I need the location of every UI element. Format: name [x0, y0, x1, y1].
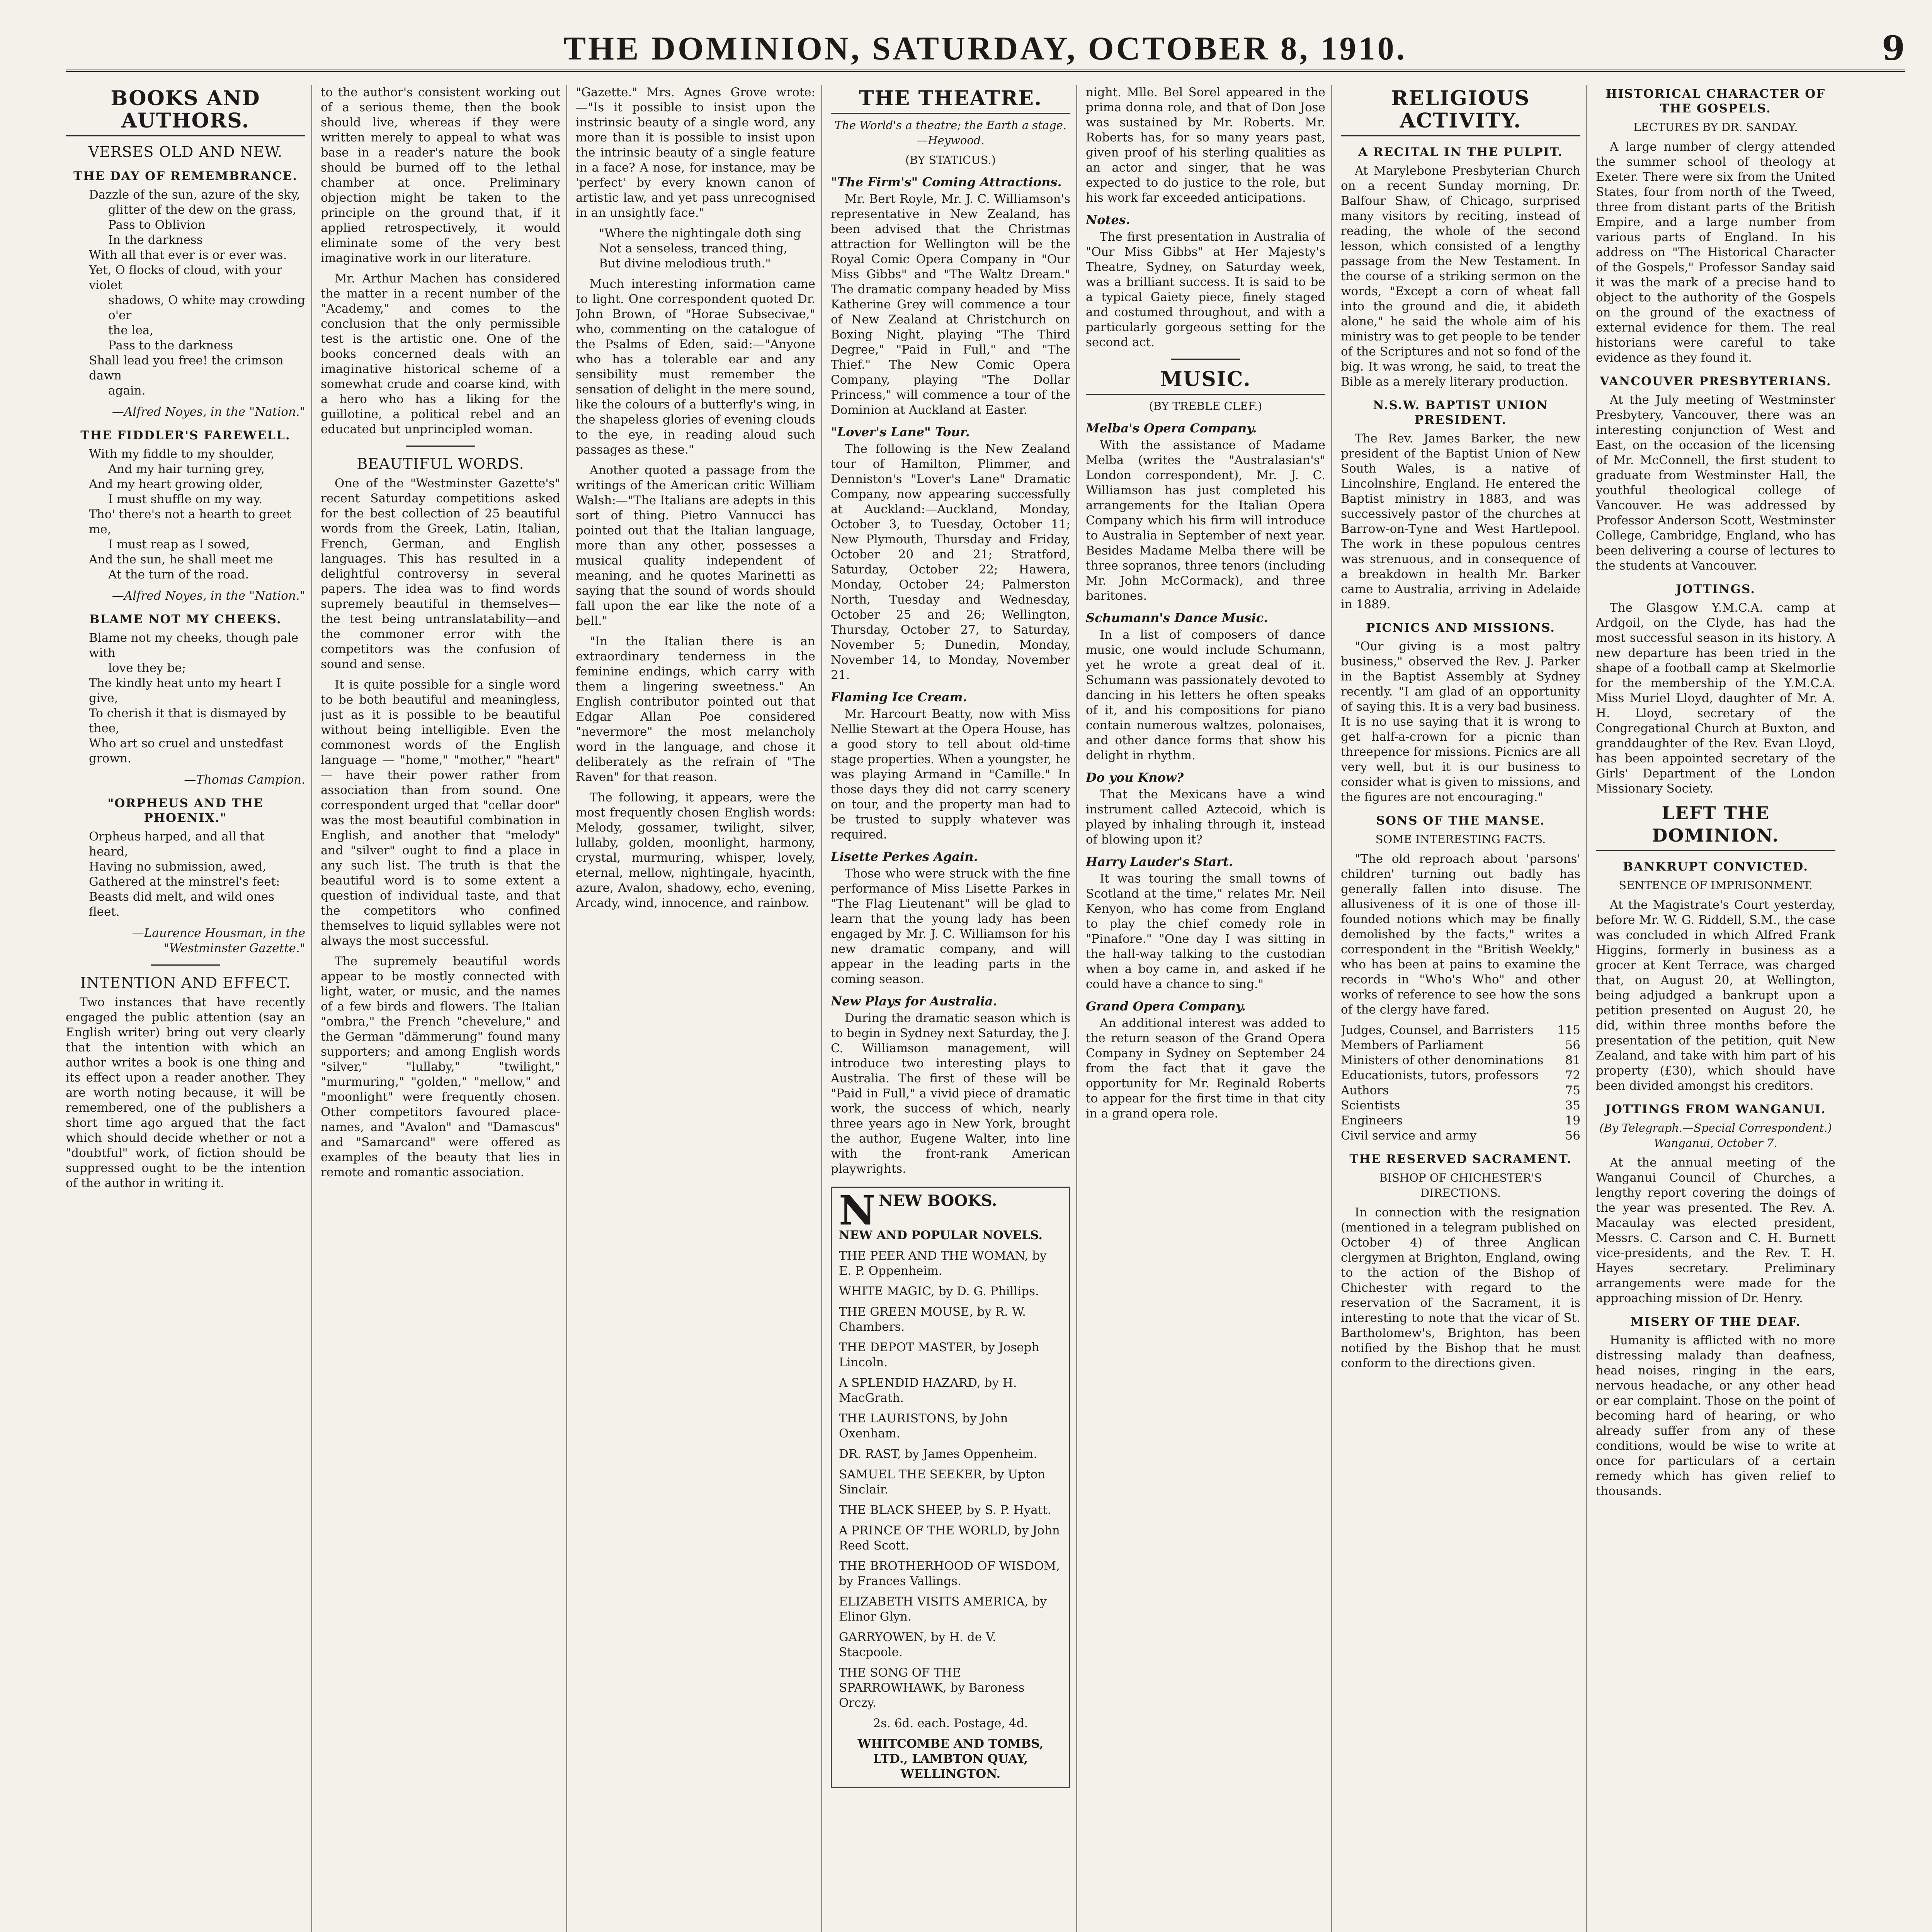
- article-subheading: BISHOP OF CHICHESTER'S DIRECTIONS.: [1379, 1171, 1542, 1199]
- poem-line: Gathered at the minstrel's feet:: [89, 875, 280, 889]
- poem-signature: —Alfred Noyes, in the "Nation.": [112, 589, 305, 603]
- byline: (BY TREBLE CLEF.): [1149, 400, 1262, 413]
- table-row: Civil service and army 56: [1341, 1129, 1580, 1143]
- section-heading-books: BOOKS AND AUTHORS.: [66, 87, 305, 136]
- column-3: [576, 85, 815, 1932]
- column-6: [1341, 85, 1580, 1932]
- section-heading-religious: RELIGIOUS ACTIVITY.: [1341, 87, 1580, 136]
- table-row: Members of Parliament 56: [1341, 1038, 1580, 1052]
- article-paragraph: Those who were struck with the fine performance of Miss Lisette Parkes in "The Flag Lieutenant" will be glad to learn that the young lady has been engaged by Mr. J. C. Williamson for his new dramatic company, and will appear in the leading parts in the coming season.: [831, 867, 1070, 986]
- poem-title: "ORPHEUS AND THE PHOENIX.": [107, 796, 264, 825]
- poem-line: And my hair turning grey,: [108, 462, 265, 476]
- poem-line: In the darkness: [108, 233, 203, 247]
- column-rule: [566, 85, 567, 1932]
- poem-line: Shall lead you free! the crimson dawn: [89, 354, 284, 383]
- article-paragraph: The first presentation in Australia of "Our Miss Gibbs" at Her Majesty's Theatre, Sydney, on Saturday week, was a brilliant success. It is said to be a typical Gaiety piece, finely staged and costumed throughout, and with a particularly gorgeous setting for the second act.: [1086, 230, 1325, 349]
- article-paragraph: At the July meeting of Westminster Presbytery, Vancouver, there was an interesting conjunction of West and East, on the occasion of the licensing of Mr. McConnell, the first student to graduate from Westminster Hall, the youthful theological college of Vancouver. He was addressed by Professor Anderson Scott, Westminster College, Cambridge, England, who has been delivering a course of lectures to the students at Vancouver.: [1596, 393, 1835, 573]
- article-heading: BEAUTIFUL WORDS.: [357, 455, 524, 472]
- article-paragraph: In connection with the resignation (mentioned in a telegram published on October 4) of three Anglican clergymen at Brighton, England, owing to the action of the Bishop of Chichester with regard to the reservation of the Sacrament, it is interesting to note that the vicar of St. Bartholomew's, Brighton, has been notified by the Bishop that he must conform to the directions given.: [1341, 1206, 1580, 1370]
- poem-line: The kindly heat unto my heart I give,: [89, 676, 281, 705]
- article-paragraph: It was touring the small towns of Scotland at the time," relates Mr. Neil Kenyon, who has come from England to play the chief comedy role in "Pinafore." "One day I was sitting in the hall-way talking to the custodian when a boy came in, and asked if he could have a chance to sing.": [1086, 872, 1325, 991]
- poem-line: Blame not my cheeks, though pale with: [89, 631, 299, 660]
- article-paragraph: It is quite possible for a single word to be both beautiful and meaningless, just as it is possible to be beautiful without being intelligible. Even the commonest words of the English language — "home," "mother," "heart" — have their power rather from association than from sound. One correspondent urged that "cellar door" was the most beautiful combination in English, and another that "melody" and "silver" ought to find a place in any such list. The truth is that the beautiful word is to some extent a question of individual taste, and that the competitors who confined themselves to liquid syllables were not always the most successful.: [321, 678, 560, 948]
- subheading: Harry Lauder's Start.: [1086, 854, 1233, 869]
- table-row: Scientists 35: [1341, 1099, 1580, 1112]
- book-listing: THE LAURISTONS, by John Oxenham.: [839, 1412, 1008, 1440]
- table-row: Ministers of other denominations 81: [1341, 1053, 1580, 1067]
- article-heading: THE RESERVED SACRAMENT.: [1349, 1152, 1572, 1166]
- article-paragraph: "The old reproach about 'parsons' children' turning out badly has generally fallen into disuse. The allusiveness of it is one of those ill-founded notions which may be finally demolished by the facts," writes a correspondent in the "British Weekly," who has been at pains to examine the records in "Who's Who" and other works of reference to see how the sons of the clergy have fared.: [1341, 852, 1580, 1017]
- book-listing: SAMUEL THE SEEKER, by Upton Sinclair.: [839, 1468, 1046, 1497]
- subheading: Lisette Perkes Again.: [831, 849, 978, 864]
- poem-line: To cherish it that is dismayed by thee,: [89, 706, 286, 735]
- article-paragraph: With the assistance of Madame Melba (writes the "Australasian's" London correspondent), Mr. J. C. Williamson has just completed his arrangements for the Italian Opera Company which his firm will introduce to Australia in September of next year. Besides Madame Melba there will be three sopranos, three tenors (including Mr. John McCormack), and three baritones.: [1086, 438, 1325, 603]
- article-paragraph: One of the "Westminster Gazette's" recent Saturday competitions asked for the best collection of 25 beautiful words from the Greek, Latin, Italian, French, German, and English languages. This has resulted in a delightful controversy in several papers. The idea was to find words supremely beautiful in themselves—the test being untranslatability—and the commoner error with the competitors was the confusion of sound and sense.: [321, 476, 560, 671]
- poem-signature: —Alfred Noyes, in the "Nation.": [112, 405, 305, 419]
- article-paragraph: At Marylebone Presbyterian Church on a recent Sunday morning, Dr. Balfour Shaw, of Chicago, surprised many visitors by reciting, instead of reading, the whole of the second lesson, which consisted of a lengthy passage from the New Testament. In the course of a striking sermon on the words, "Except a corn of wheat fall into the ground and die, it abideth alone," he said the whole aim of his ministry was to get people to be tender of the Scriptures and not so fond of the big. It was wrong, he said, to treat the Bible as a merely literary production.: [1341, 164, 1580, 389]
- divider: [151, 964, 220, 966]
- article-paragraph: That the Mexicans have a wind instrument called Aztecoid, which is played by inhaling through it, instead of blowing upon it?: [1086, 787, 1325, 847]
- advertisement-subheading: NEW AND POPULAR NOVELS.: [839, 1228, 1043, 1242]
- statistics-table: [1341, 1023, 1580, 1143]
- quoted-verse: "Where the nightingale doth sing Not a senseless, tranced thing, But divine melodious truth.": [599, 226, 801, 270]
- verses-heading: VERSES OLD AND NEW.: [88, 143, 283, 160]
- article-paragraph: night. Mlle. Bel Sorel appeared in the prima donna role, and that of Don Jose was sustained by Mr. Roberts. Mr. Roberts has, for so many years past, given proof of his sterling qualities as an actor and singer, that he was expected to do justice to the role, but his work far exceeded anticipations.: [1086, 85, 1325, 205]
- poem-line: I must reap as I sowed,: [108, 537, 250, 551]
- article-paragraph: Two instances that have recently engaged the public attention (say an English writer) bring out very clearly that the intention with which an author writes a book is one thing and its effect upon a reader another. They are worth noting because, it will be remembered, one of the publishers a short time ago argued that the fact which should decide whether or not a "doubtful" work, of fiction should be suppressed ought to be the intention of the author in writing it.: [66, 995, 305, 1190]
- table-row: Judges, Counsel, and Barristers 115: [1341, 1023, 1580, 1037]
- book-listing: GARRYOWEN, by H. de V. Stacpoole.: [839, 1630, 996, 1659]
- article-paragraph: The following, it appears, were the most frequently chosen English words: Melody, gossamer, twilight, silver, lullaby, golden, moonlight, harmony, crystal, murmuring, whisper, lovely, eternal, mellow, nightingale, hyacinth, azure, Avalon, shadowy, echo, evening, Arcady, wind, innocence, and rainbow.: [576, 791, 815, 910]
- article-paragraph: Mr. Harcourt Beatty, now with Miss Nellie Stewart at the Opera House, has a good story to tell about old-time stage properties. When a youngster, he was playing Armand in "Camille." In those days they did not carry scenery on tour, and the property man had to be trusted to supply whatever was required.: [831, 707, 1070, 842]
- article-paragraph: An additional interest was added to the return season of the Grand Opera Company in Sydney on September 24 from the fact that it gave the opportunity for Mr. Reginald Roberts to appear for the first time in that city in a grand opera role.: [1086, 1016, 1325, 1121]
- poem-line: glitter of the dew on the grass,: [108, 203, 296, 217]
- poem-line: Pass to the darkness: [108, 338, 233, 352]
- article-heading: MISERY OF THE DEAF.: [1630, 1315, 1801, 1329]
- article-paragraph: At the annual meeting of the Wanganui Council of Churches, a lengthy report covering the doings of the year was presented. The Rev. A. Macaulay was elected president, Messrs. C. Carson and C. H. Burnett vice-presidents, and the Rev. T. H. Hayes secretary. Preliminary arrangements were made for the approaching mission of Dr. Henry.: [1596, 1156, 1835, 1305]
- poem-line: Beasts did melt, and wild ones fleet.: [89, 890, 275, 919]
- article-paragraph: "In the Italian there is an extraordinary tenderness in the feminine endings, which carry with them a lingering sweetness." An English contributor pointed out that Edgar Allan Poe considered "nevermore" the most melancholy word in the language, and chose it deliberately as the refrain of "The Raven" for that reason.: [576, 634, 815, 784]
- section-heading-left-dominion: LEFT THE DOMINION.: [1596, 802, 1835, 851]
- subheading: "Lover's Lane" Tour.: [831, 425, 970, 439]
- book-listing: ELIZABETH VISITS AMERICA, by Elinor Glyn.: [839, 1595, 1047, 1624]
- column-7: [1596, 85, 1835, 1932]
- poem-body: [89, 447, 305, 582]
- poem-line: Dazzle of the sun, azure of the sky,: [89, 188, 300, 202]
- book-listing: THE BROTHERHOOD OF WISDOM, by Frances Vallings.: [839, 1559, 1060, 1588]
- article-paragraph: Mr. Arthur Machen has considered the matter in a recent number of the "Academy," and comes to the conclusion that the only permissible test is the artistic one. One of the books concerned deals with an imaginative historical scheme of a somewhat crude and coarse kind, with a hero who has a liking for the guillotine, a political rebel and an educated but unprincipled woman.: [321, 272, 560, 436]
- poem-title: BLAME NOT MY CHEEKS.: [89, 612, 282, 626]
- article-heading: A RECITAL IN THE PULPIT.: [1358, 145, 1563, 159]
- article-paragraph: The supremely beautiful words appear to be mostly connected with light, water, or music, and the names of a few birds and flowers. The Italian "ombra," the French "chevelure," and the German "dämmerung" found many supporters; and among English words "silver," "lullaby," "twilight," "murmuring," "golden," "mellow," and "moonlight" were frequently chosen. Other competitors favoured place-names, and "Avalon" and "Damascus" and "Samarcand" were offered as examples of the beauty that lies in remote and romantic association.: [321, 954, 560, 1179]
- subheading: Melba's Opera Company.: [1086, 421, 1257, 435]
- article-subheading: SENTENCE OF IMPRISONMENT.: [1619, 879, 1813, 892]
- poem-line: again.: [108, 384, 146, 398]
- advertisement-new-books: [831, 1187, 1070, 1788]
- subheading: Flaming Ice Cream.: [831, 690, 967, 704]
- poem-line: And the sun, he shall meet me: [89, 553, 273, 566]
- article-subheading: SOME INTERESTING FACTS.: [1375, 833, 1546, 846]
- article-heading: JOTTINGS.: [1675, 582, 1756, 596]
- poem-line: the lea,: [108, 323, 154, 337]
- poem-line: Pass to Oblivion: [108, 218, 206, 232]
- section-heading-theatre: THE THEATRE.: [831, 87, 1070, 114]
- article-subheading: LECTURES BY DR. SANDAY.: [1633, 121, 1798, 134]
- byline: (BY STATICUS.): [905, 153, 996, 167]
- subheading: Schumann's Dance Music.: [1086, 611, 1268, 625]
- poem-line: shadows, O white may crowding o'er: [108, 293, 305, 322]
- poem-line: With my fiddle to my shoulder,: [89, 447, 275, 461]
- column-4: [831, 85, 1070, 1932]
- poem-signature: —Laurence Housman, in the "Westminster Gazette.": [132, 926, 305, 955]
- poem-line: love they be;: [108, 661, 186, 675]
- column-2: [321, 85, 560, 1932]
- article-heading: VANCOUVER PRESBYTERIANS.: [1600, 374, 1832, 388]
- poem-line: I must shuffle on my way.: [108, 492, 263, 506]
- byline: (By Telegraph.—Special Correspondent.) Wanganui, October 7.: [1599, 1121, 1832, 1150]
- article-paragraph: The following is the New Zealand tour of Hamilton, Plimmer, and Denniston's "Lover's Lane" Dramatic Company, now appearing successfully at Auckland:—Auckland, Monday, October 3, to Tuesday, October 11; New Plymouth, Thursday and Friday, October 20 and 21; Stratford, Saturday, October 22; Hawera, Monday, October 24; Palmerston North, Tuesday and Wednesday, October 25 and 26; Wellington, Thursday, October 27, to Saturday, November 5; Dunedin, Monday, November 14, to Monday, November 21.: [831, 442, 1070, 682]
- divider: [406, 446, 475, 447]
- article-heading: HISTORICAL CHARACTER OF THE GOSPELS.: [1605, 87, 1826, 116]
- page-title: THE DOMINION, SATURDAY, OCTOBER 8, 1910.: [563, 30, 1407, 67]
- book-listing: DR. RAST, by James Oppenheim.: [839, 1447, 1037, 1461]
- column-rule: [1586, 85, 1587, 1932]
- poem-line: Having no submission, awed,: [89, 860, 267, 874]
- poem-line: At the turn of the road.: [108, 568, 249, 582]
- book-listing: THE SONG OF THE SPARROWHAWK, by Baroness Orczy.: [839, 1666, 1025, 1710]
- poem-body: [89, 631, 305, 766]
- poem-line: Yet, O flocks of cloud, with your violet: [89, 263, 282, 292]
- article-paragraph: Much interesting information came to light. One correspondent quoted Dr. John Brown, of "Horae Subsecivae," who, commenting on the catalogue of the Psalms of Eden, said:—"Anyone who has a tolerable ear and any sensibility must remember the sensation of delight in the mere sound, like the colours of a butterfly's wing, in the shapeless glories of evening clouds to the eye, in reading aloud such passages as these.": [576, 277, 815, 457]
- article-paragraph: "Gazette." Mrs. Agnes Grove wrote:—"Is it possible to insist upon the instrinsic beauty of a single word, any more than it is possible to insist upon the intrinsic beauty of a single feature in a face? A nose, for instance, may be 'perfect' by every known canon of artistic law, and yet pass unrecognised in an unsightly face.": [576, 85, 815, 220]
- poem-title: THE DAY OF REMEMBRANCE.: [73, 169, 298, 183]
- article-heading: JOTTINGS FROM WANGANUI.: [1605, 1102, 1826, 1116]
- book-listing: A SPLENDID HAZARD, by H. MacGrath.: [839, 1376, 1017, 1405]
- book-listing: THE GREEN MOUSE, by R. W. Chambers.: [839, 1305, 1026, 1334]
- subheading: New Plays for Australia.: [831, 994, 997, 1009]
- article-paragraph: A large number of clergy attended the summer school of theology at Exeter. There were six from the United States, four from north of the Tweed, three from distant parts of the British Empire, and a large number from various parts of England. In his address on "The Historical Character of the Gospels," Professor Sanday said it was the mark of a precise hand to object to the authority of the Gospels on the ground of the exactness of external evidence for them. The real historians were careful to take evidence as they found it.: [1596, 140, 1835, 365]
- article-paragraph: The Rev. James Barker, the new president of the Baptist Union of New South Wales, is a native of Lincolnshire, England. He entered the Baptist ministry in 1883, and was successively pastor of the churches at Barrow-on-Tyne and West Hartlepool. The work in these populous centres was strenuous, and in consequence of a breakdown in health Mr. Barker came to Australia, arriving in Adelaide in 1889.: [1341, 432, 1580, 611]
- article-paragraph: to the author's consistent working out of a serious theme, then the book should live, whereas if they were written merely to appeal to what was base in a reader's nature the book should be burned off to the lethal chamber at once. Preliminary objection might be taken to the principle on the ground that, if it applied retrospectively, it would eliminate some of the very best imaginative work in our literature.: [321, 85, 560, 265]
- book-price: 2s. 6d. each. Postage, 4d.: [873, 1716, 1028, 1730]
- subheading: Do you Know?: [1086, 770, 1184, 785]
- article-heading: SONS OF THE MANSE.: [1376, 814, 1545, 828]
- section-heading-music: MUSIC.: [1086, 368, 1325, 395]
- book-listing: WHITE MAGIC, by D. G. Phillips.: [839, 1284, 1039, 1298]
- subheading: Grand Opera Company.: [1086, 999, 1246, 1014]
- article-paragraph: Mr. Bert Royle, Mr. J. C. Williamson's representative in New Zealand, has been advised that the Christmas attraction for Wellington will be the Royal Comic Opera Company in "Our Miss Gibbs" and "The Waltz Dream." The dramatic company headed by Miss Katherine Grey will commence a tour of New Zealand at Christchurch on Boxing Night, playing "The Third Degree," "Paid in Full," and "The Thief." The New Comic Opera Company, playing "The Dollar Princess," will commence a tour of the Dominion at Auckland at Easter.: [831, 192, 1070, 417]
- poem-line: Who art so cruel and unstedfast grown.: [89, 736, 284, 765]
- table-row: Educationists, tutors, professors 72: [1341, 1068, 1580, 1082]
- column-rule: [1331, 85, 1332, 1932]
- subheading: Notes.: [1086, 213, 1130, 227]
- article-paragraph: Humanity is afflicted with no more distressing malady than deafness, head noises, ringing in the ears, nervous headache, or any other head or ear complaint. Those on the point of becoming hard of hearing, or who already suffer from any of these conditions, would be wise to write at once for particulars of a certain remedy which has given relief to thousands.: [1596, 1333, 1835, 1498]
- article-paragraph: Another quoted a passage from the writings of the American critic William Walsh:—"The Italians are adepts in this sort of thing. Pietro Vannucci has pointed out that the Italian language, more than any other, possesses a musical quality independent of meaning, and he quotes Marinetti as saying that the sound of words should fall upon the ear like the note of a bell.": [576, 463, 815, 628]
- book-listing: THE PEER AND THE WOMAN, by E. P. Oppenheim.: [839, 1249, 1047, 1278]
- subheading: "The Firm's" Coming Attractions.: [831, 175, 1062, 189]
- epigraph: The World's a theatre; the Earth a stage.—Heywood.: [834, 119, 1067, 147]
- poem-body: [89, 187, 305, 398]
- column-rule: [1076, 85, 1077, 1932]
- column-5: [1086, 85, 1325, 1932]
- article-paragraph: "Our giving is a most paltry business," observed the Rev. J. Parker in the Baptist Assembly at Sydney recently. "I am glad of an opportunity of saying this. It is a very bad business. It is no use saying that it is wrong to get half-a-crown for a picnic than threepence for missions. Picnics are all very well, but it is our business to consider what is given to missions, and the figures are not encouraging.": [1341, 639, 1580, 804]
- book-listing: THE DEPOT MASTER, by Joseph Lincoln.: [839, 1340, 1039, 1369]
- column-1: [66, 85, 305, 1932]
- book-listing: THE BLACK SHEEP, by S. P. Hyatt.: [839, 1503, 1051, 1517]
- poem-line: And my heart growing older,: [89, 477, 263, 491]
- poem-title: THE FIDDLER'S FAREWELL.: [80, 429, 291, 442]
- column-rule: [821, 85, 822, 1932]
- poem-line: Orpheus harped, and all that heard,: [89, 830, 265, 859]
- poem-line: Tho' there's not a hearth to greet me,: [89, 507, 291, 536]
- page-number: 9: [1882, 29, 1905, 68]
- advertiser-name: WHITCOMBE AND TOMBS, LTD., LAMBTON QUAY, WELLINGTON.: [857, 1737, 1044, 1781]
- article-heading: PICNICS AND MISSIONS.: [1366, 621, 1556, 635]
- article-paragraph: During the dramatic season which is to begin in Sydney next Saturday, the J. C. Williamson management, will introduce two interesting plays to Australia. The first of these will be "Paid in Full," a vivid piece of dramatic work, the success of which, nearly three years ago in New York, brought the author, Eugene Walter, into line with the front-rank American playwrights.: [831, 1011, 1070, 1176]
- article-heading: INTENTION AND EFFECT.: [80, 974, 291, 991]
- table-row: Authors 75: [1341, 1083, 1580, 1097]
- article-heading: BANKRUPT CONVICTED.: [1622, 860, 1808, 874]
- article-paragraph: In a list of composers of dance music, one would include Schumann, yet he wrote a great deal of it. Schumann was passionately devoted to dancing in his letters he often speaks of it, and his compositions for piano contain numerous waltzes, polonaises, and other dance forms that show his delight in rhythm.: [1086, 628, 1325, 762]
- article-paragraph: The Glasgow Y.M.C.A. camp at Ardgoil, on the Clyde, has had the most successful season in its history. A new departure has been tried in the shape of a football camp at Skelmorlie for the membership of the Y.M.C.A. Miss Muriel Lloyd, daughter of Mr. A. H. Lloyd, secretary of the Congregational Church at Buxton, and granddaughter of the Rev. Evan Lloyd, has been appointed secretary of the Girls' Department of the London Missionary Society.: [1596, 601, 1835, 796]
- poem-body: [89, 829, 305, 920]
- advertisement-heading: NNEW BOOKS.: [839, 1187, 997, 1234]
- poem-line: With all that ever is or ever was.: [89, 248, 287, 262]
- masthead: [66, 27, 1905, 72]
- column-rule: [311, 85, 312, 1932]
- poem-signature: —Thomas Campion.: [184, 773, 305, 787]
- book-listing: A PRINCE OF THE WORLD, by John Reed Scott.: [839, 1524, 1060, 1553]
- article-paragraph: At the Magistrate's Court yesterday, before Mr. W. G. Riddell, S.M., the case was concluded in which Alfred Frank Higgins, formerly in business as a grocer at Kent Terrace, was charged that, on August 20, at Wellington, being adjudged a bankrupt upon a petition presented on August 20, he did, within three months before the presentation of the petition, quit New Zealand, and take with him part of his property (£30), which should have been divided amongst his creditors.: [1596, 898, 1835, 1093]
- table-row: Engineers 19: [1341, 1114, 1580, 1128]
- article-heading: N.S.W. BAPTIST UNION PRESIDENT.: [1373, 398, 1548, 427]
- divider: [1171, 359, 1240, 360]
